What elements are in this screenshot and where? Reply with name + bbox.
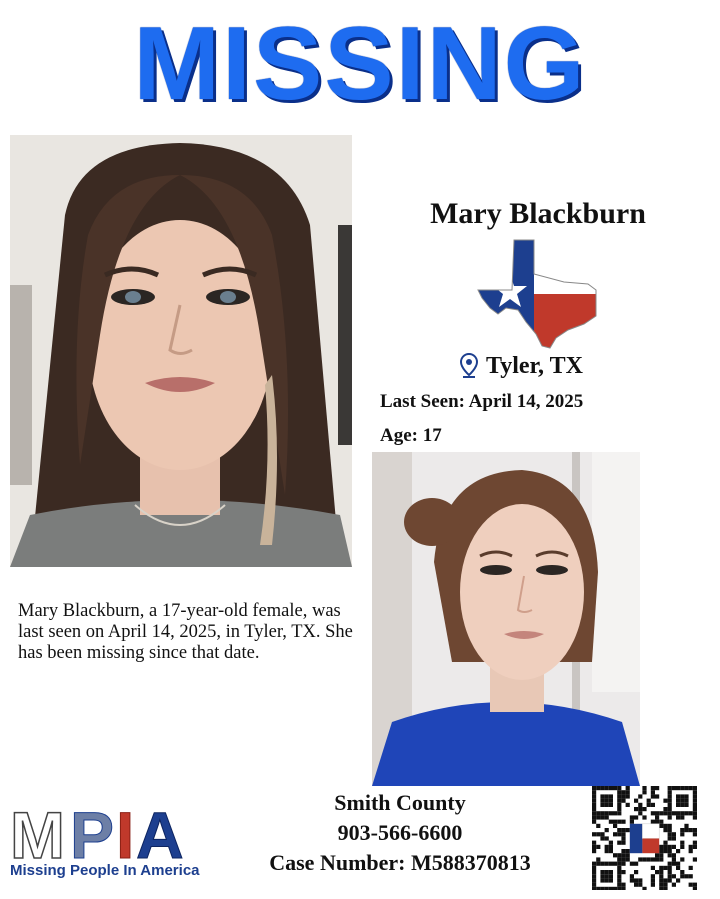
description: Mary Blackburn, a 17-year-old female, was last seen on April 14, 2025, in Tyler, TX. She has been missing since that date. bbox=[18, 601, 353, 663]
missing-title: MISSING bbox=[133, 6, 587, 122]
portrait-photo-main bbox=[10, 135, 352, 567]
texas-flag-map bbox=[476, 238, 598, 350]
qr-center-flag-icon bbox=[630, 824, 659, 853]
svg-text:M: M bbox=[10, 798, 65, 864]
agency: Smith County bbox=[334, 790, 466, 815]
contact-block bbox=[232, 788, 568, 878]
person-name: Mary Blackburn bbox=[430, 197, 646, 230]
location-pin-icon bbox=[460, 353, 478, 379]
svg-text:P: P bbox=[70, 798, 115, 864]
location bbox=[460, 352, 620, 380]
mpia-logo-letters bbox=[8, 798, 223, 864]
qr-code[interactable] bbox=[590, 786, 700, 890]
phone-number: 903-566-6600 bbox=[337, 820, 463, 845]
portrait-photo-secondary bbox=[372, 452, 640, 786]
last-seen: Last Seen: April 14, 2025 bbox=[380, 391, 584, 412]
location-text: Tyler, TX bbox=[486, 353, 583, 379]
age: Age: 17 bbox=[380, 425, 442, 446]
mpia-caption: Missing People In America bbox=[10, 862, 200, 879]
case-number: Case Number: M588370813 bbox=[269, 850, 531, 875]
mpia-logo bbox=[8, 798, 223, 888]
svg-text:A: A bbox=[136, 798, 184, 864]
svg-text:I: I bbox=[116, 798, 135, 864]
